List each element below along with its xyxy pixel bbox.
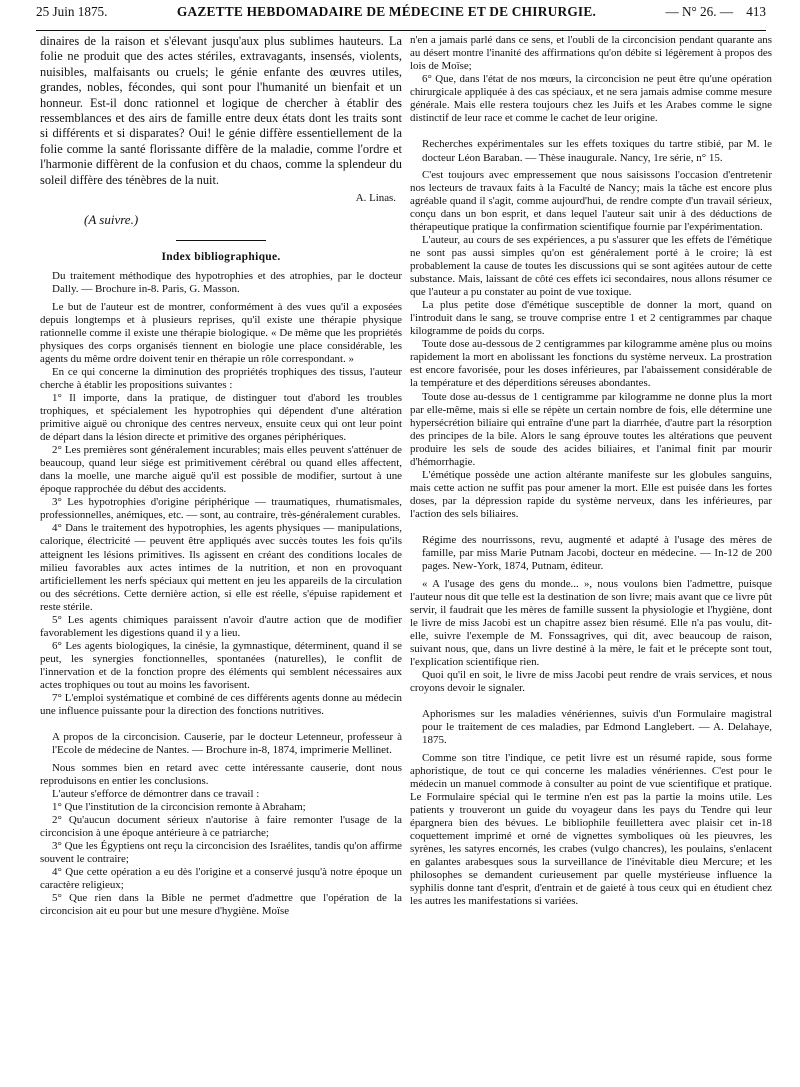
- to-follow-note: (A suivre.): [84, 212, 139, 228]
- section-divider: [176, 240, 266, 241]
- section-title: Index bibliographique.: [161, 251, 281, 264]
- review-paragraph: 6° Que, dans l'état de nos mœurs, la circoncision ne peut être qu'une opération chirurgicale appliquée à des cas spéciaux, et ne sera jamais admise comme mesure générale. Mais elle restera toujours chez les Juifs et les Arabes comme le signe distinctif de leur race et comme le cachet de leur origine.: [410, 73, 772, 125]
- review-paragraph: La plus petite dose d'émétique susceptible de donner la mort, quand on l'introduit dans le sang, se trouve comprise entre 1 et 2 centigrammes par chaque kilogramme de poids du corps.: [410, 299, 772, 338]
- running-header: [36, 4, 766, 31]
- review-paragraph: Comme son titre l'indique, ce petit livre est un résumé rapide, sous forme aphoristique, de tout ce qui concerne les maladies vénériennes. C'est pour le médecin un manuel commode à consulter au point de vue scientifique et pratique. Le Formulaire spécial qui le termine n'en est pas la partie la moins utile. Les patients y trouveront un guide du voyageur dans les pays du Tendre qui leur épargnera bien des bévues. Le bibliophile feuillettera avec plaisir cet in-18 coquettement imprimé et orné de vignettes symboliques où les pieuvres, les syrènes, les satyres encornés, les crabes (vulgo chancres), les poulains, s'enlacent en galantes arabesques sous la surveillance de l'inévitable dieu Mercure; et les philosophes se demandent curieusement par quelle mystérieuse influence la syphilis donne tant d'esprit, d'entrain et de gaieté à tous ceux qui en étudient chez les autres les manifestations si variées.: [410, 751, 772, 908]
- review-paragraph: Toute dose au-dessous de 2 centigrammes par kilogramme amène plus ou moins rapidement la mort en abolissant les fonctions du système nerveux. La prostration est encore favorisée, pour les doses inférieures, par l'abaissement considérable de la température et des déperditions séreuses abondantes.: [410, 338, 772, 390]
- header-page-number: 413: [746, 4, 766, 19]
- spacer: [410, 695, 772, 702]
- header-issue: — N° 26. —: [665, 4, 734, 19]
- review-paragraph: L'auteur, au cours de ses expériences, a pu s'assurer que les effets de l'émétique ne sont pas aussi simples qu'on est généralement porté à le croire; là est probablement la cause de toutes les discussions qui se sont agitées autour de cette substance. Mais, laissant de côté ces effets ici secondaires, nous allons résumer ce que l'auteur a pu constater au point de vue toxique.: [410, 233, 772, 299]
- article-continuation: dinaires de la raison et s'élevant jusqu'aux plus sublimes hauteurs. La folie ne produit que des actes stériles, extravagants, insensés, violents, nuisibles, malfaisants ou cruels; le génie enfante des œuvres utiles, grandes, nobles, fécondes, qui sont pour l'humanité un bienfait et un honneur. Est-il donc rationnel et logique de chercher à établir des ressemblances et des airs de famille entre deux états dont les traits sont si différents et si disparates? Oui! le génie diffère essentiellement de la folie comme la santé florissante diffère de la maladie, comme l'ordre et l'harmonie diffèrent de la confusion et du chaos, comme la splendeur du soleil diffère des ténèbres de la nuit.: [40, 34, 402, 187]
- review-paragraph: Quoi qu'il en soit, le livre de miss Jacobi peut rendre de vrais services, et nous croyons devoir le signaler.: [410, 668, 772, 694]
- review-entry-title: Recherches expérimentales sur les effets toxiques du tartre stibié, par M. le docteur Léon Baraban. — Thèse inaugurale. Nancy, 1re série, n° 15.: [422, 138, 772, 164]
- right-column: [410, 34, 772, 908]
- review-entry-title: Du traitement méthodique des hypotrophies et des atrophies, par le docteur Dally. — Brochure in-8. Paris, G. Masson.: [52, 270, 402, 296]
- header-issue-page: [665, 4, 766, 20]
- review-paragraph: L'auteur s'efforce de démontrer dans ce travail :: [52, 787, 260, 800]
- left-column: [40, 34, 402, 918]
- spacer: [40, 718, 402, 725]
- article-continuation: n'en a jamais parlé dans ce sens, et l'oubli de la circoncision pendant quarante ans au désert montre l'inanité des affirmations qu'on débite si légèrement à propos des lois de Moïse;: [410, 34, 772, 73]
- header-date: 25 Juin 1875.: [36, 4, 108, 19]
- review-paragraph: 2° Qu'aucun document sérieux n'autorise à faire remonter l'usage de la circoncision à une époque antérieure à ce patriarche;: [40, 813, 402, 839]
- review-paragraph: 6° Les agents biologiques, la cinésie, la gymnastique, déterminent, quand il se peut, les synergies fonctionnelles, spontanées (naturelles), le conflit de l'innervation et de la fonction propre des éléments qui semblent nécessaires aux actes trophiques ou tout au moins les favorisent.: [40, 639, 402, 691]
- review-paragraph: Toute dose au-dessus de 1 centigramme par kilogramme ne donne plus la mort par elle-même, mais si elle se répète un certain nombre de fois, elle détermine une hypersécrétion biliaire qui entraîne d'une part la diarrhée, d'autre part la résorption des principes de la bile. Alors le sang éprouve toutes les altérations que peuvent produire les sels de soude des acides biliaires, et l'animal finit par mourir d'hémorrhagie.: [410, 390, 772, 468]
- review-paragraph: 4° Dans le traitement des hypotrophies, les agents physiques — manipulations, calorique, électricité — peuvent être appliqués avec succès toutes les fois qu'ils atteignent les lésions primitives. Ils agissent en créant des conditions locales de milieu favorables aux actes intimes de la nutrition, et non en provoquant artificiellement les nerfs spéciaux qui mettent en jeu les appareils de la circulation ou des sécrétions. Cette dernière action, si elle est réelle, s'épuise rapidement et reste stérile.: [40, 522, 402, 613]
- review-paragraph: Le but de l'auteur est de montrer, conformément à des vues qu'il a exposées depuis longtemps et à plusieurs reprises, qu'il existe une thérapie physique rationnelle comme il existe une thérapie biologique. « De même que les propriétés physiques des corps organisés tiennent en biologie une place considérable, les agents du même ordre doivent tenir en thérapie un rôle correspondant. »: [40, 300, 402, 365]
- review-paragraph: C'est toujours avec empressement que nous saisissons l'occasion d'entretenir nos lecteurs de travaux faits à la Faculté de Nancy; mais la tâche est encore plus agréable quand il s'agit, comme aujourd'hui, de rendre compte d'un travail sérieux, conçu dans un bon esprit, et dans lequel l'auteur sait unir à des déductions de thérapeutique pratique la confirmation scientifique fournie par l'expérimentation.: [410, 168, 772, 233]
- review-entry-title: A propos de la circoncision. Causerie, par le docteur Letenneur, professeur à l'Ecole de médecine de Nantes. — Brochure in-8, 1874, imprimerie Mellinet.: [52, 731, 402, 757]
- review-paragraph: 5° Les agents chimiques paraissent n'avoir d'autre action que de modifier favorablement les digestions quand il y a lieu.: [40, 613, 402, 639]
- review-paragraph: 4° Que cette opération a eu dès l'origine et a conservé jusqu'à notre époque un caractère religieux;: [40, 865, 402, 891]
- review-paragraph: 3° Que les Égyptiens ont reçu la circoncision des Israélites, tandis qu'on affirme souvent le contraire;: [40, 839, 402, 865]
- review-paragraph: 2° Les premières sont généralement incurables; mais elles peuvent s'atténuer de beaucoup, quand leur siége est primitivement cérébral ou quand elles affectent, dans la moelle, une marche aiguë qu'il est possible de modifier, surtout à une époque rapprochée du début des accidents.: [40, 444, 402, 496]
- review-paragraph: En ce qui concerne la diminution des propriétés trophiques des tissus, l'auteur cherche à établir les propositions suivantes :: [40, 365, 402, 391]
- spacer: [410, 125, 772, 132]
- header-title: GAZETTE HEBDOMADAIRE DE MÉDECINE ET DE CHIRURGIE.: [176, 4, 597, 19]
- spacer: [410, 521, 772, 528]
- review-paragraph: 3° Les hypotrophies d'origine périphérique — traumatiques, rhumatismales, professionnelles, anémiques, etc. — sont, au contraire, très-généralement curables.: [40, 496, 402, 522]
- review-paragraph: 1° Que l'institution de la circoncision remonte à Abraham;: [52, 800, 306, 813]
- review-entry-title: Aphorismes sur les maladies vénériennes, suivis d'un Formulaire magistral pour le traitement de ces maladies, par Edmond Langlebert. — A. Delahaye, 1875.: [422, 708, 772, 747]
- review-paragraph: Nous sommes bien en retard avec cette intéressante causerie, dont nous reproduisons en entier les conclusions.: [40, 761, 402, 787]
- review-paragraph: 1° Il importe, dans la pratique, de distinguer tout d'abord les troubles trophiques, et spécialement les hypotrophies qui dépendent d'une altération primitive aiguë ou chronique des centres nerveux, ensuite ceux qui ont leur point de départ dans la lésion directe et primitive des organes périphériques.: [40, 391, 402, 444]
- review-paragraph: 5° Que rien dans la Bible ne permet d'admettre que l'opération de la circoncision ait eu pour but une mesure d'hygiène. Moïse: [40, 891, 402, 918]
- review-paragraph: « A l'usage des gens du monde... », nous voulons bien l'admettre, puisque l'auteur nous dit que telle est la destination de son livre; mais avant que ce livre pût servir, il faudrait que les mères de famille sussent la physiologie et l'hygiène, dont le livre de miss Jacobi est un chapitre assez bien résumé. Elle n'a pas voulu, dit-elle, suivre l'exemple de M. Fonssagrives, qui dit, avec beaucoup de raison, suivant nous, que, dans un livre destiné à la mère, le fait et le précepte sont tout, l'explication scientifique rien.: [410, 577, 772, 668]
- review-entry-title: Régime des nourrissons, revu, augmenté et adapté à l'usage des mères de famille, par miss Marie Putnam Jacobi, docteur en médecine. — In-12 de 200 pages. New-York, 1874, Putnam, éditeur.: [422, 534, 772, 573]
- review-paragraph: L'émétique possède une action altérante manifeste sur les globules sanguins, mais cette action ne suffit pas pour amener la mort. Elle est puisée dans les fortes doses, par la dépression rapide du système nerveux, dans les inférieures, par l'action des sels biliaires.: [410, 468, 772, 520]
- article-signature: A. Linas.: [355, 192, 396, 205]
- review-paragraph: 7° L'emploi systématique et combiné de ces différents agents donne au médecin une influence puissante pour la direction des fonctions nutritives.: [40, 692, 402, 718]
